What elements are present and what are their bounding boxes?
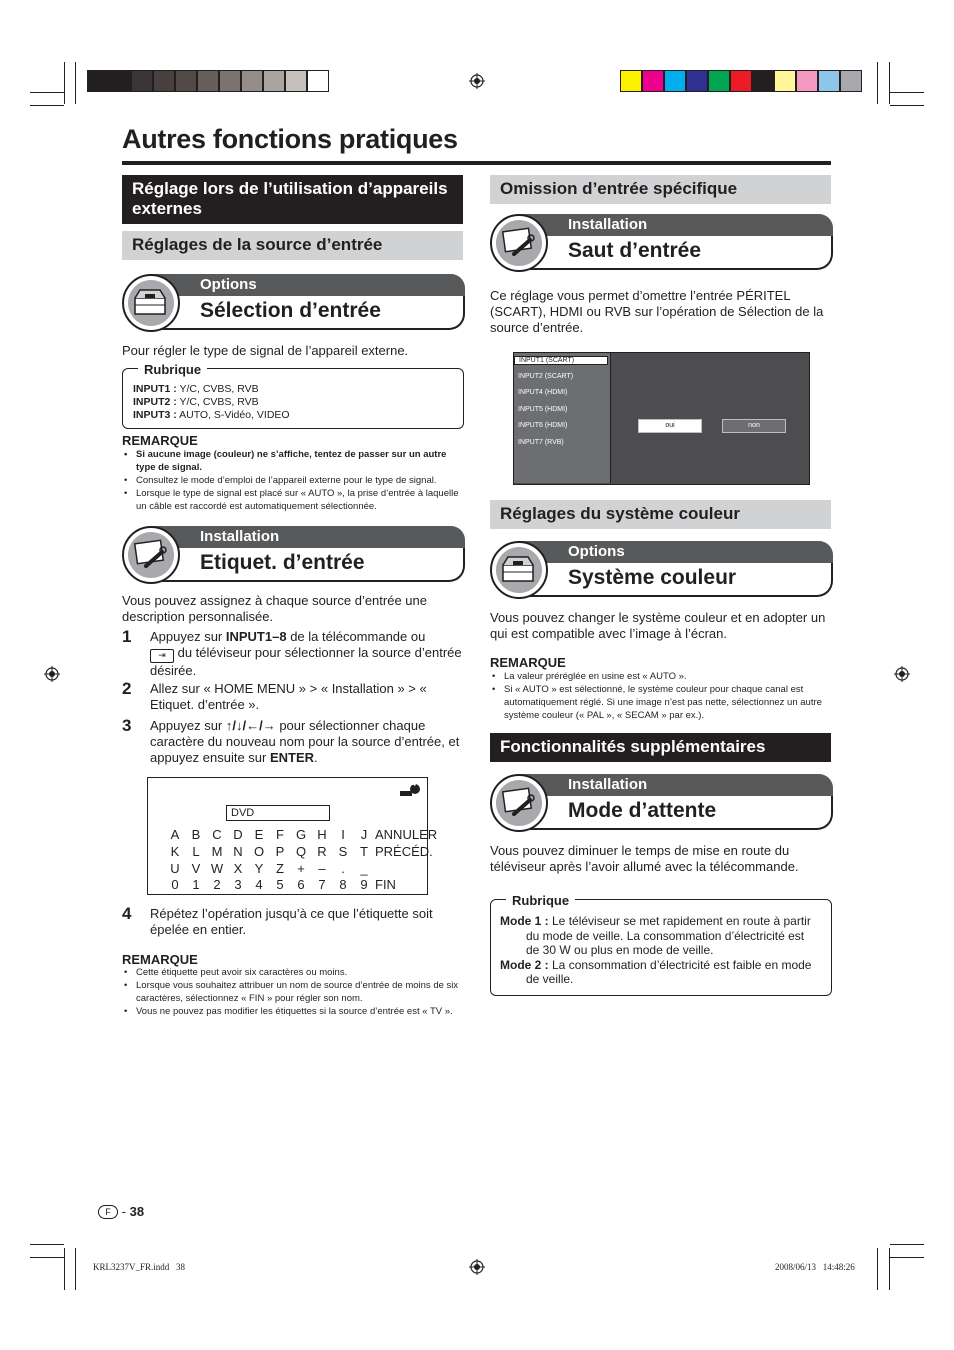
color-swatch <box>708 70 730 92</box>
rubrique-box <box>122 368 464 429</box>
color-swatch <box>87 70 109 92</box>
mode-value: Le téléviseur se met rapidement en route à partir du mode de veille. La consommation d’électricité est de 30 W ou plus en mode de veille. <box>526 914 811 957</box>
section-heading-omission: Omission d’entrée spécifique <box>490 175 831 204</box>
remarque-item: • Consultez le mode d’emploi de l’appareil externe pour le type de signal. <box>122 474 466 487</box>
keyboard-key[interactable]: W <box>210 861 224 876</box>
footer-date: 2008/06/13 14:48:26 <box>775 1262 855 1272</box>
remarque-item: • La valeur préréglée en usine est « AUTO ». <box>490 670 834 683</box>
rubrique-key: INPUT2 : <box>133 396 177 408</box>
section-heading-external-devices: Réglage lors de l’utilisation d’appareils externes <box>122 175 463 224</box>
crop-mark <box>30 1244 64 1245</box>
color-swatch <box>285 70 307 92</box>
crop-mark <box>75 62 76 104</box>
color-swatch <box>664 70 686 92</box>
intro-text: Ce réglage vous permet d’omettre l’entrée PÉRITEL (SCART), HDMI ou RVB sur l’opération de Sélection de la source d’entrée. <box>490 288 824 335</box>
color-swatch <box>241 70 263 92</box>
color-swatch <box>686 70 708 92</box>
crop-mark <box>889 62 890 104</box>
remarque-item: • Si aucune image (couleur) ne s’affiche, tentez de passer sur un autre type de signal. <box>122 448 466 474</box>
keyboard-key[interactable]: 5 <box>276 877 284 892</box>
keyboard-key[interactable]: J <box>360 827 368 842</box>
tv-wrench-icon <box>132 538 168 570</box>
keyboard-key[interactable]: _ <box>360 861 368 876</box>
keyboard-key[interactable]: X <box>233 861 243 876</box>
color-swatch <box>263 70 285 92</box>
input-list-item[interactable]: INPUT5 (HDMI) <box>518 405 568 413</box>
rubrique-row <box>133 383 290 396</box>
input-skip-screen <box>513 352 810 485</box>
keyboard-key[interactable]: F <box>276 827 284 842</box>
banner-title: Sélection d’entrée <box>200 299 381 322</box>
menu-banner-etiquet-entree <box>122 526 465 586</box>
color-swatch <box>307 70 329 92</box>
mode-key: Mode 1 : <box>500 914 549 928</box>
step-text: Appuyez sur ↑/↓/←/→ pour sélectionner chaque caractère du nouveau nom pour la source d’entrée, et appuyez ensuite sur ENTER. <box>150 718 460 765</box>
banner-category: Options <box>568 543 625 560</box>
input-badge-number: 4 <box>412 781 416 788</box>
label-input-field: DVD <box>226 805 330 821</box>
keyboard-key[interactable]: 1 <box>192 877 200 892</box>
keyboard-key[interactable]: V <box>191 861 201 876</box>
crop-mark <box>64 62 65 104</box>
keyboard-key[interactable]: A <box>170 827 180 842</box>
banner-category: Installation <box>200 528 280 545</box>
color-swatch <box>730 70 752 92</box>
keyboard-key[interactable]: L <box>192 844 200 859</box>
footer-file: KRL3237V_FR.indd 38 <box>93 1262 186 1272</box>
keyboard-key[interactable]: 4 <box>255 877 263 892</box>
color-swatch <box>818 70 840 92</box>
crop-mark <box>890 105 924 106</box>
color-swatch <box>153 70 175 92</box>
crop-mark <box>890 1257 924 1258</box>
banner-title: Saut d’entrée <box>568 239 702 262</box>
toolbox-icon <box>132 286 168 318</box>
step-text: Appuyez sur INPUT1–8 de la télécommande ou ⇥ du téléviseur pour sélectionner la source d’entrée désirée. <box>150 629 462 678</box>
keyboard-key[interactable]: 0 <box>171 877 179 892</box>
yes-button[interactable]: oui <box>638 419 702 433</box>
crop-mark <box>877 62 878 104</box>
rubrique-label: Rubrique <box>506 893 575 908</box>
rubrique-key: INPUT1 : <box>133 383 177 395</box>
title-rule <box>122 161 831 165</box>
keyboard-key[interactable]: Y <box>254 861 264 876</box>
keyboard-key[interactable]: – <box>318 861 326 876</box>
keyboard-key[interactable]: 9 <box>360 877 368 892</box>
rubrique-key: INPUT3 : <box>133 409 177 421</box>
keyboard-key[interactable]: S <box>338 844 348 859</box>
grayscale-color-bar <box>87 70 329 92</box>
mode-key: Mode 2 : <box>500 957 549 972</box>
keyboard-key[interactable]: . <box>341 861 345 876</box>
keyboard-key[interactable]: K <box>170 844 180 859</box>
intro-text: Vous pouvez assignez à chaque source d’entrée une description personnalisée. <box>122 593 427 624</box>
color-swatch <box>219 70 241 92</box>
crop-mark <box>889 1248 890 1290</box>
banner-title: Etiquet. d’entrée <box>200 551 365 574</box>
rubrique-value: AUTO, S-Vidéo, VIDEO <box>176 409 290 421</box>
color-swatch <box>197 70 219 92</box>
crop-mark <box>64 1248 65 1290</box>
keyboard-key[interactable]: E <box>254 827 264 842</box>
crop-mark <box>890 92 924 93</box>
toolbox-icon <box>500 553 536 585</box>
keyboard-key[interactable]: P <box>275 844 285 859</box>
keyboard-action[interactable]: ANNULER <box>375 827 438 842</box>
step-text: Allez sur « HOME MENU » > « Installation » > « Etiquet. d’entrée ». <box>150 681 427 712</box>
no-button[interactable]: non <box>722 419 786 433</box>
input-badge-icon <box>399 783 421 799</box>
color-swatch <box>109 70 131 92</box>
remarque-heading: REMARQUE <box>122 433 198 448</box>
page-number: F - 38 <box>98 1204 144 1219</box>
registration-mark-icon <box>469 73 485 89</box>
keyboard-key[interactable]: 7 <box>318 877 326 892</box>
keyboard-key[interactable]: G <box>295 827 307 842</box>
color-swatch <box>131 70 153 92</box>
rubrique-label: Rubrique <box>138 362 207 377</box>
keyboard-key[interactable]: + <box>297 861 305 876</box>
subsection-heading-input-source: Réglages de la source d’entrée <box>122 231 463 260</box>
input-list-item[interactable]: INPUT6 (HDMI) <box>518 422 568 429</box>
keyboard-key[interactable]: O <box>253 844 265 859</box>
banner-category: Installation <box>568 216 648 233</box>
keyboard-key[interactable]: M <box>211 844 223 859</box>
keyboard-key[interactable]: N <box>233 844 243 859</box>
rubrique-row <box>133 396 290 409</box>
rubrique-row <box>133 409 290 422</box>
crop-mark <box>30 105 64 106</box>
arrow-keys-icon: ↑/↓/←/→ <box>225 718 276 733</box>
input-list-item[interactable]: INPUT4 (HDMI) <box>518 389 568 396</box>
cmyk-color-bar <box>620 70 862 92</box>
page-title: Autres fonctions pratiques <box>122 124 458 154</box>
keyboard-key[interactable]: D <box>233 827 243 842</box>
rubrique-box <box>490 899 832 996</box>
keyboard-key[interactable]: 2 <box>213 877 221 892</box>
registration-mark-icon <box>44 666 60 682</box>
section-heading-color-system: Réglages du système couleur <box>490 500 831 529</box>
banner-title: Système couleur <box>568 566 737 589</box>
remarque-item: • Lorsque le type de signal est placé sur « AUTO », la prise d’entrée à laquelle un câble est raccordé est automatiquement sélectionnée. <box>122 487 466 513</box>
color-swatch <box>774 70 796 92</box>
crop-mark <box>890 1244 924 1245</box>
mode-item <box>500 914 820 958</box>
tv-wrench-icon <box>500 226 536 258</box>
tv-wrench-icon <box>500 786 536 818</box>
intro-text: Vous pouvez diminuer le temps de mise en route du téléviseur après l’avoir allumé avec la télécommande. <box>490 843 799 874</box>
banner-title: Mode d’attente <box>568 799 717 822</box>
input-list <box>514 353 611 483</box>
section-heading-additional-features: Fonctionnalités supplémentaires <box>490 733 831 762</box>
registration-mark-icon <box>469 1259 485 1275</box>
menu-banner-systeme-couleur <box>490 541 833 601</box>
language-badge: F <box>98 1205 118 1219</box>
banner-category: Installation <box>568 776 648 793</box>
remarque-item: • Vous ne pouvez pas modifier les étiquettes si la source d’entrée est « TV ». <box>122 1005 466 1018</box>
keyboard-key[interactable]: 3 <box>234 877 242 892</box>
keyboard-key[interactable]: R <box>317 844 327 859</box>
input-list-item[interactable]: INPUT1 (SCART) <box>514 356 608 365</box>
color-swatch <box>175 70 197 92</box>
keyboard-key[interactable]: I <box>341 827 345 842</box>
keyboard-key[interactable]: 6 <box>297 877 305 892</box>
keyboard-key[interactable]: H <box>317 827 327 842</box>
intro-text: Vous pouvez changer le système couleur et en adopter un qui est compatible avec l’image à l’écran. <box>490 610 826 641</box>
keyboard-key[interactable]: 8 <box>339 877 347 892</box>
step-number: 1 <box>122 627 132 646</box>
crop-mark <box>877 1248 878 1290</box>
menu-banner-selection-entree <box>122 274 465 334</box>
intro-text: Pour régler le type de signal de l’appareil externe. <box>122 343 409 358</box>
remarque-item: • Lorsque vous souhaitez attribuer un nom de source d’entrée de moins de six caractères, sélectionnez « FIN » pour régler son nom. <box>122 979 466 1005</box>
step-text: Répétez l’opération jusqu’à ce que l’étiquette soit épelée en entier. <box>150 906 433 937</box>
rubrique-value: Y/C, CVBS, RVB <box>176 383 259 395</box>
keyboard-key[interactable]: T <box>360 844 368 859</box>
keyboard-key[interactable]: U <box>170 861 180 876</box>
registration-mark-icon <box>894 666 910 682</box>
keyboard-key[interactable]: C <box>212 827 222 842</box>
banner-category: Options <box>200 276 257 293</box>
character-entry-screen <box>147 777 438 895</box>
keyboard-key[interactable]: Z <box>276 861 284 876</box>
keyboard-action[interactable]: FIN <box>375 877 396 892</box>
remarque-item: • Si « AUTO » est sélectionné, le système couleur pour chaque canal est automatiquement réglé. Si une image n’est pas nette, sélectionnez un autre système couleur (« PAL », « SECAM » par ex.). <box>490 683 834 722</box>
remarque-item: • Cette étiquette peut avoir six caractères ou moins. <box>122 966 466 979</box>
input-button-icon: ⇥ <box>150 649 174 663</box>
keyboard-key[interactable]: B <box>191 827 201 842</box>
keyboard-key[interactable]: Q <box>295 844 307 859</box>
color-swatch <box>840 70 862 92</box>
input-list-item[interactable]: INPUT2 (SCART) <box>518 372 574 380</box>
remarque-heading: REMARQUE <box>490 655 566 670</box>
color-swatch <box>796 70 818 92</box>
menu-banner-saut-entree <box>490 214 833 274</box>
step-number: 4 <box>122 904 132 923</box>
step-number: 2 <box>122 679 132 698</box>
keyboard-action[interactable]: PRÉCÉD. <box>375 844 433 859</box>
mode-item <box>500 958 820 987</box>
mode-value: La consommation d’électricité est faible en mode de veille. <box>526 957 812 986</box>
rubrique-value: Y/C, CVBS, RVB <box>176 396 259 408</box>
crop-mark <box>30 92 64 93</box>
remarque-heading: REMARQUE <box>122 952 198 967</box>
crop-mark <box>75 1248 76 1290</box>
color-swatch <box>752 70 774 92</box>
input-list-item[interactable]: INPUT7 (RVB) <box>518 438 564 446</box>
crop-mark <box>30 1257 64 1258</box>
menu-banner-mode-attente <box>490 774 833 834</box>
color-swatch <box>620 70 642 92</box>
color-swatch <box>642 70 664 92</box>
step-number: 3 <box>122 716 132 735</box>
